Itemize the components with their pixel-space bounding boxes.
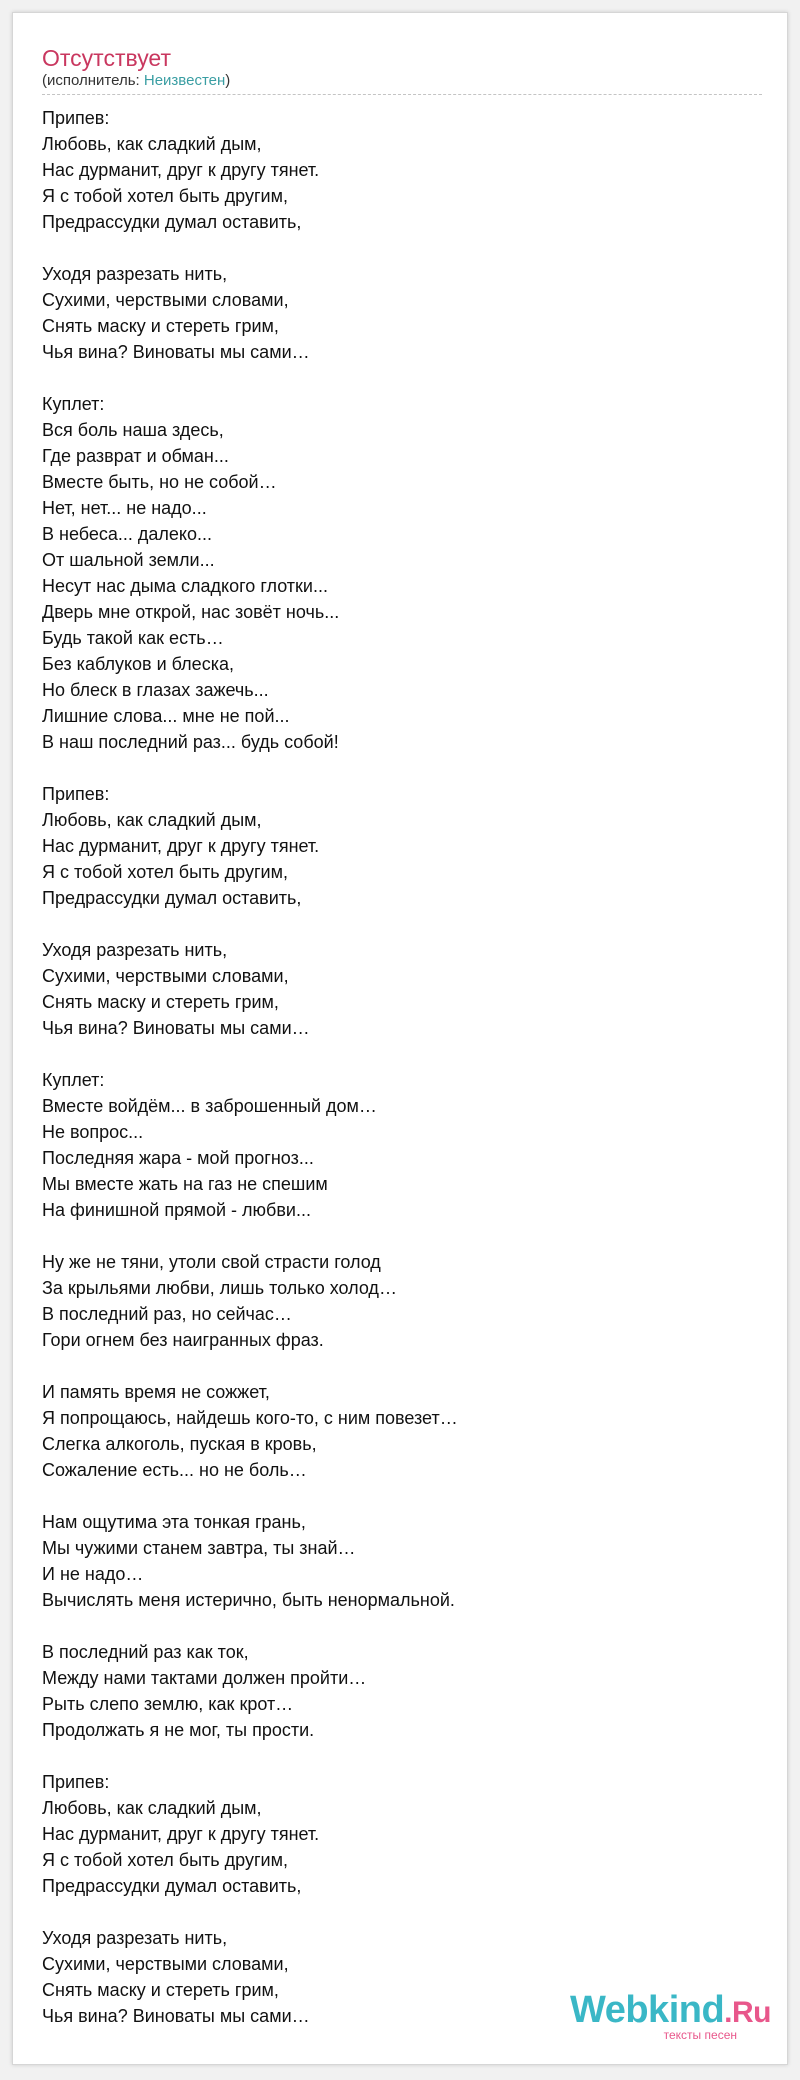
song-title: Отсутствует — [42, 45, 171, 71]
lyrics-line: В последний раз как ток, — [42, 1642, 249, 1662]
artist-link[interactable]: Неизвестен — [143, 72, 226, 89]
lyrics-line: Слегка алкоголь, пуская в кровь, — [42, 1434, 317, 1454]
lyrics-line: Мы вместе жать на газ не спешим — [42, 1174, 328, 1194]
lyrics-line: Будь такой как есть… — [42, 628, 224, 648]
lyrics-line: Сухими, черствыми словами, — [42, 290, 289, 310]
lyrics-stanza — [42, 1379, 742, 1483]
lyrics-line: Нет, нет... не надо... — [42, 498, 207, 518]
lyrics-line: Ну же не тяни, утоли свой страсти голод — [42, 1252, 381, 1272]
lyrics-line: И память время не сожжет, — [42, 1382, 270, 1402]
lyrics-line: Любовь, как сладкий дым, — [42, 1798, 262, 1818]
lyrics-line: Куплет: — [42, 394, 105, 414]
lyrics-line: Без каблуков и блеска, — [42, 654, 234, 674]
lyrics-stanza — [42, 391, 742, 755]
header-divider — [42, 94, 762, 95]
lyrics-line: Нас дурманит, друг к другу тянет. — [42, 160, 320, 180]
lyrics-line: Я с тобой хотел быть другим, — [42, 186, 288, 206]
lyrics-line: Предрассудки думал оставить, — [42, 212, 302, 232]
artist-line — [42, 71, 230, 91]
lyrics-line: Чья вина? Виноваты мы сами… — [42, 342, 310, 362]
lyrics-line: Продолжать я не мог, ты прости. — [42, 1720, 315, 1740]
lyrics-line: Не вопрос... — [42, 1122, 144, 1142]
lyrics-line: Нас дурманит, друг к другу тянет. — [42, 836, 320, 856]
lyrics-line: В наш последний раз... будь собой! — [42, 732, 339, 752]
lyrics-stanza — [42, 261, 742, 365]
lyrics-line: Между нами тактами должен пройти… — [42, 1668, 367, 1688]
lyrics-line: Куплет: — [42, 1070, 105, 1090]
lyrics-line: Мы чужими станем завтра, ты знай… — [42, 1538, 356, 1558]
lyrics-line: Сухими, черствыми словами, — [42, 966, 289, 986]
artist-prefix: (исполнитель: — [42, 72, 144, 89]
lyrics-line: Снять маску и стереть грим, — [42, 1980, 279, 2000]
lyrics-line: Любовь, как сладкий дым, — [42, 134, 262, 154]
lyrics-line: Я попрощаюсь, найдешь кого-то, с ним повезет… — [42, 1408, 458, 1428]
lyrics-stanza — [42, 937, 742, 1041]
lyrics-stanza — [42, 1769, 742, 1899]
lyrics-line: Предрассудки думал оставить, — [42, 1876, 302, 1896]
lyrics-text — [42, 105, 742, 2029]
lyrics-line: Рыть слепо землю, как крот… — [42, 1694, 294, 1714]
lyrics-line: На финишной прямой - любви... — [42, 1200, 311, 1220]
lyrics-line: Вычислять меня истерично, быть ненормальной. — [42, 1590, 455, 1610]
lyrics-stanza — [42, 1639, 742, 1743]
lyrics-line: Последняя жара - мой прогноз... — [42, 1148, 314, 1168]
webkind-logo[interactable] — [571, 1988, 771, 2044]
lyrics-line: Чья вина? Виноваты мы сами… — [42, 2006, 310, 2026]
lyrics-line: Но блеск в глазах зажечь... — [42, 680, 269, 700]
lyrics-line: Вместе войдём... в заброшенный дом… — [42, 1096, 377, 1116]
lyrics-line: Нам ощутима эта тонкая грань, — [42, 1512, 306, 1532]
lyrics-card — [12, 12, 788, 2065]
lyrics-line: Припев: — [42, 1772, 110, 1792]
lyrics-line: Снять маску и стереть грим, — [42, 992, 279, 1012]
lyrics-line: Уходя разрезать нить, — [42, 940, 228, 960]
logo-tld: .Ru — [724, 1996, 771, 2029]
lyrics-line: И не надо… — [42, 1564, 144, 1584]
lyrics-line: Уходя разрезать нить, — [42, 1928, 228, 1948]
logo-tagline: тексты песен — [663, 2028, 737, 2042]
lyrics-line: Сухими, черствыми словами, — [42, 1954, 289, 1974]
lyrics-line: Гори огнем без наигранных фраз. — [42, 1330, 324, 1350]
lyrics-line: Снять маску и стереть грим, — [42, 316, 279, 336]
lyrics-line: Любовь, как сладкий дым, — [42, 810, 262, 830]
lyrics-line: За крыльями любви, лишь только холод… — [42, 1278, 397, 1298]
lyrics-line: В последний раз, но сейчас… — [42, 1304, 292, 1324]
lyrics-line: Вся боль наша здесь, — [42, 420, 224, 440]
lyrics-line: Припев: — [42, 108, 110, 128]
lyrics-stanza — [42, 781, 742, 911]
lyrics-line: Уходя разрезать нить, — [42, 264, 228, 284]
lyrics-line: Припев: — [42, 784, 110, 804]
lyrics-line: В небеса... далеко... — [42, 524, 213, 544]
lyrics-line: Сожаление есть... но не боль… — [42, 1460, 307, 1480]
lyrics-line: Я с тобой хотел быть другим, — [42, 862, 288, 882]
logo-name: Webkind — [570, 1989, 725, 2031]
lyrics-line: Чья вина? Виноваты мы сами… — [42, 1018, 310, 1038]
lyrics-line: Лишние слова... мне не пой... — [42, 706, 290, 726]
lyrics-line: Вместе быть, но не собой… — [42, 472, 277, 492]
lyrics-line: От шальной земли... — [42, 550, 215, 570]
lyrics-line: Нас дурманит, друг к другу тянет. — [42, 1824, 320, 1844]
lyrics-stanza — [42, 105, 742, 235]
lyrics-line: Я с тобой хотел быть другим, — [42, 1850, 288, 1870]
artist-suffix: ) — [225, 72, 231, 89]
lyrics-line: Дверь мне открой, нас зовёт ночь... — [42, 602, 340, 622]
lyrics-line: Несут нас дыма сладкого глотки... — [42, 576, 328, 596]
lyrics-line: Предрассудки думал оставить, — [42, 888, 302, 908]
lyrics-stanza — [42, 1509, 742, 1613]
lyrics-line: Где разврат и обман... — [42, 446, 229, 466]
lyrics-stanza — [42, 1249, 742, 1353]
lyrics-stanza — [42, 1067, 742, 1223]
